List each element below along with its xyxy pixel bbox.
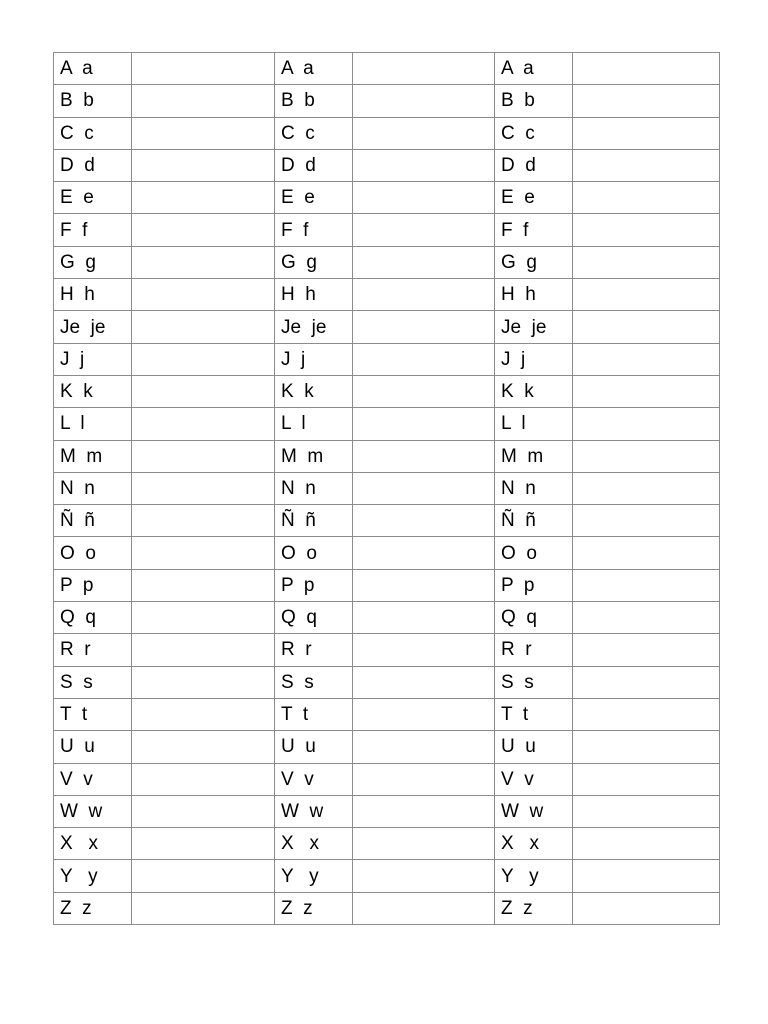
- table-row: [54, 795, 720, 827]
- letter-cell: Q q: [54, 602, 132, 634]
- writing-space-cell: [353, 569, 495, 601]
- letter-cell: C c: [495, 117, 573, 149]
- writing-space-cell: [353, 149, 495, 181]
- letter-cell: T t: [495, 698, 573, 730]
- writing-space-cell: [573, 569, 720, 601]
- writing-space-cell: [132, 311, 275, 343]
- writing-space-cell: [573, 634, 720, 666]
- letter-cell: D d: [275, 149, 353, 181]
- table-row: [54, 666, 720, 698]
- writing-space-cell: [353, 311, 495, 343]
- letter-cell: S s: [54, 666, 132, 698]
- writing-space-cell: [573, 505, 720, 537]
- letter-cell: Z z: [495, 892, 573, 924]
- writing-space-cell: [353, 375, 495, 407]
- letter-cell: B b: [495, 85, 573, 117]
- letter-cell: Q q: [275, 602, 353, 634]
- table-row: [54, 408, 720, 440]
- table-row: [54, 634, 720, 666]
- writing-space-cell: [573, 149, 720, 181]
- letter-cell: V v: [495, 763, 573, 795]
- table-row: [54, 472, 720, 504]
- writing-space-cell: [573, 537, 720, 569]
- table-row: [54, 602, 720, 634]
- letter-cell: P p: [495, 569, 573, 601]
- letter-cell: P p: [275, 569, 353, 601]
- letter-cell: E e: [275, 182, 353, 214]
- writing-space-cell: [132, 505, 275, 537]
- letter-cell: Je je: [54, 311, 132, 343]
- letter-cell: A a: [54, 53, 132, 85]
- letter-cell: W w: [495, 795, 573, 827]
- writing-space-cell: [573, 440, 720, 472]
- letter-cell: A a: [275, 53, 353, 85]
- writing-space-cell: [573, 117, 720, 149]
- writing-space-cell: [132, 279, 275, 311]
- table-row: [54, 375, 720, 407]
- letter-cell: Y y: [54, 860, 132, 892]
- writing-space-cell: [132, 343, 275, 375]
- writing-space-cell: [132, 85, 275, 117]
- letter-cell: K k: [275, 375, 353, 407]
- writing-space-cell: [573, 795, 720, 827]
- writing-space-cell: [573, 53, 720, 85]
- writing-space-cell: [132, 214, 275, 246]
- letter-cell: N n: [54, 472, 132, 504]
- letter-cell: D d: [54, 149, 132, 181]
- letter-cell: N n: [495, 472, 573, 504]
- writing-space-cell: [573, 666, 720, 698]
- writing-space-cell: [573, 85, 720, 117]
- letter-cell: R r: [275, 634, 353, 666]
- letter-cell: Ñ ñ: [275, 505, 353, 537]
- writing-space-cell: [573, 279, 720, 311]
- letter-cell: G g: [495, 246, 573, 278]
- table-row: [54, 763, 720, 795]
- writing-space-cell: [132, 892, 275, 924]
- writing-space-cell: [353, 698, 495, 730]
- writing-space-cell: [573, 214, 720, 246]
- table-row: [54, 214, 720, 246]
- table-row: [54, 149, 720, 181]
- writing-space-cell: [353, 666, 495, 698]
- writing-space-cell: [573, 602, 720, 634]
- writing-space-cell: [573, 246, 720, 278]
- writing-space-cell: [573, 828, 720, 860]
- letter-cell: A a: [495, 53, 573, 85]
- writing-space-cell: [132, 246, 275, 278]
- letter-cell: O o: [495, 537, 573, 569]
- table-row: [54, 311, 720, 343]
- writing-space-cell: [573, 698, 720, 730]
- writing-space-cell: [353, 795, 495, 827]
- letter-cell: Ñ ñ: [54, 505, 132, 537]
- writing-space-cell: [132, 440, 275, 472]
- writing-space-cell: [353, 440, 495, 472]
- writing-space-cell: [353, 731, 495, 763]
- letter-cell: J j: [275, 343, 353, 375]
- writing-space-cell: [132, 472, 275, 504]
- writing-space-cell: [353, 246, 495, 278]
- letter-cell: G g: [54, 246, 132, 278]
- writing-space-cell: [573, 731, 720, 763]
- letter-cell: X x: [54, 828, 132, 860]
- letter-cell: G g: [275, 246, 353, 278]
- table-row: [54, 892, 720, 924]
- writing-space-cell: [353, 343, 495, 375]
- letter-cell: R r: [54, 634, 132, 666]
- letter-cell: X x: [495, 828, 573, 860]
- writing-space-cell: [353, 763, 495, 795]
- writing-space-cell: [132, 698, 275, 730]
- letter-cell: O o: [54, 537, 132, 569]
- table-row: [54, 860, 720, 892]
- writing-space-cell: [573, 408, 720, 440]
- writing-space-cell: [132, 666, 275, 698]
- letter-cell: T t: [54, 698, 132, 730]
- letter-cell: Ñ ñ: [495, 505, 573, 537]
- letter-cell: M m: [495, 440, 573, 472]
- letter-cell: L l: [54, 408, 132, 440]
- letter-cell: Z z: [275, 892, 353, 924]
- table-row: [54, 828, 720, 860]
- letter-cell: E e: [495, 182, 573, 214]
- letter-cell: L l: [275, 408, 353, 440]
- letter-cell: F f: [54, 214, 132, 246]
- letter-cell: D d: [495, 149, 573, 181]
- letter-cell: H h: [495, 279, 573, 311]
- writing-space-cell: [353, 53, 495, 85]
- table-row: [54, 343, 720, 375]
- letter-cell: P p: [54, 569, 132, 601]
- writing-space-cell: [573, 860, 720, 892]
- writing-space-cell: [132, 731, 275, 763]
- table-row: [54, 85, 720, 117]
- table-row: [54, 279, 720, 311]
- letter-cell: J j: [54, 343, 132, 375]
- writing-space-cell: [353, 408, 495, 440]
- letter-cell: U u: [495, 731, 573, 763]
- writing-space-cell: [353, 634, 495, 666]
- letter-cell: H h: [275, 279, 353, 311]
- writing-space-cell: [573, 182, 720, 214]
- letter-cell: Q q: [495, 602, 573, 634]
- letter-cell: S s: [495, 666, 573, 698]
- letter-cell: R r: [495, 634, 573, 666]
- writing-space-cell: [573, 311, 720, 343]
- writing-space-cell: [353, 860, 495, 892]
- letter-cell: M m: [275, 440, 353, 472]
- table-row: [54, 731, 720, 763]
- letter-cell: O o: [275, 537, 353, 569]
- letter-cell: W w: [54, 795, 132, 827]
- letter-cell: X x: [275, 828, 353, 860]
- letter-cell: M m: [54, 440, 132, 472]
- writing-space-cell: [573, 343, 720, 375]
- writing-space-cell: [132, 828, 275, 860]
- table-row: [54, 246, 720, 278]
- letter-cell: K k: [54, 375, 132, 407]
- writing-space-cell: [353, 214, 495, 246]
- writing-space-cell: [573, 763, 720, 795]
- letter-cell: W w: [275, 795, 353, 827]
- table-row: [54, 537, 720, 569]
- writing-space-cell: [353, 892, 495, 924]
- table-row: [54, 182, 720, 214]
- writing-space-cell: [132, 602, 275, 634]
- writing-space-cell: [353, 828, 495, 860]
- letter-cell: Z z: [54, 892, 132, 924]
- letter-cell: L l: [495, 408, 573, 440]
- table-row: [54, 569, 720, 601]
- writing-space-cell: [353, 602, 495, 634]
- writing-space-cell: [353, 117, 495, 149]
- letter-cell: C c: [275, 117, 353, 149]
- table-row: [54, 505, 720, 537]
- writing-space-cell: [132, 860, 275, 892]
- writing-space-cell: [573, 375, 720, 407]
- writing-space-cell: [132, 569, 275, 601]
- letter-cell: N n: [275, 472, 353, 504]
- writing-space-cell: [353, 279, 495, 311]
- worksheet-body: [54, 53, 720, 925]
- writing-space-cell: [132, 117, 275, 149]
- letter-cell: Y y: [495, 860, 573, 892]
- letter-cell: Je je: [495, 311, 573, 343]
- letter-cell: F f: [495, 214, 573, 246]
- letter-cell: B b: [275, 85, 353, 117]
- writing-space-cell: [132, 53, 275, 85]
- letter-cell: F f: [275, 214, 353, 246]
- letter-cell: Je je: [275, 311, 353, 343]
- writing-space-cell: [573, 472, 720, 504]
- letter-cell: T t: [275, 698, 353, 730]
- writing-space-cell: [132, 182, 275, 214]
- letter-cell: S s: [275, 666, 353, 698]
- letter-cell: B b: [54, 85, 132, 117]
- letter-cell: E e: [54, 182, 132, 214]
- letter-cell: Y y: [275, 860, 353, 892]
- table-row: [54, 117, 720, 149]
- writing-space-cell: [132, 408, 275, 440]
- letter-cell: V v: [54, 763, 132, 795]
- writing-space-cell: [132, 634, 275, 666]
- letter-cell: U u: [275, 731, 353, 763]
- writing-space-cell: [132, 763, 275, 795]
- writing-space-cell: [353, 85, 495, 117]
- letter-cell: V v: [275, 763, 353, 795]
- letter-cell: C c: [54, 117, 132, 149]
- table-row: [54, 53, 720, 85]
- writing-space-cell: [353, 472, 495, 504]
- writing-space-cell: [573, 892, 720, 924]
- table-row: [54, 698, 720, 730]
- writing-space-cell: [353, 505, 495, 537]
- letter-cell: H h: [54, 279, 132, 311]
- writing-space-cell: [132, 149, 275, 181]
- alphabet-worksheet-table: [53, 52, 720, 925]
- letter-cell: U u: [54, 731, 132, 763]
- writing-space-cell: [132, 795, 275, 827]
- writing-space-cell: [132, 375, 275, 407]
- writing-space-cell: [353, 182, 495, 214]
- table-row: [54, 440, 720, 472]
- writing-space-cell: [132, 537, 275, 569]
- letter-cell: J j: [495, 343, 573, 375]
- letter-cell: K k: [495, 375, 573, 407]
- writing-space-cell: [353, 537, 495, 569]
